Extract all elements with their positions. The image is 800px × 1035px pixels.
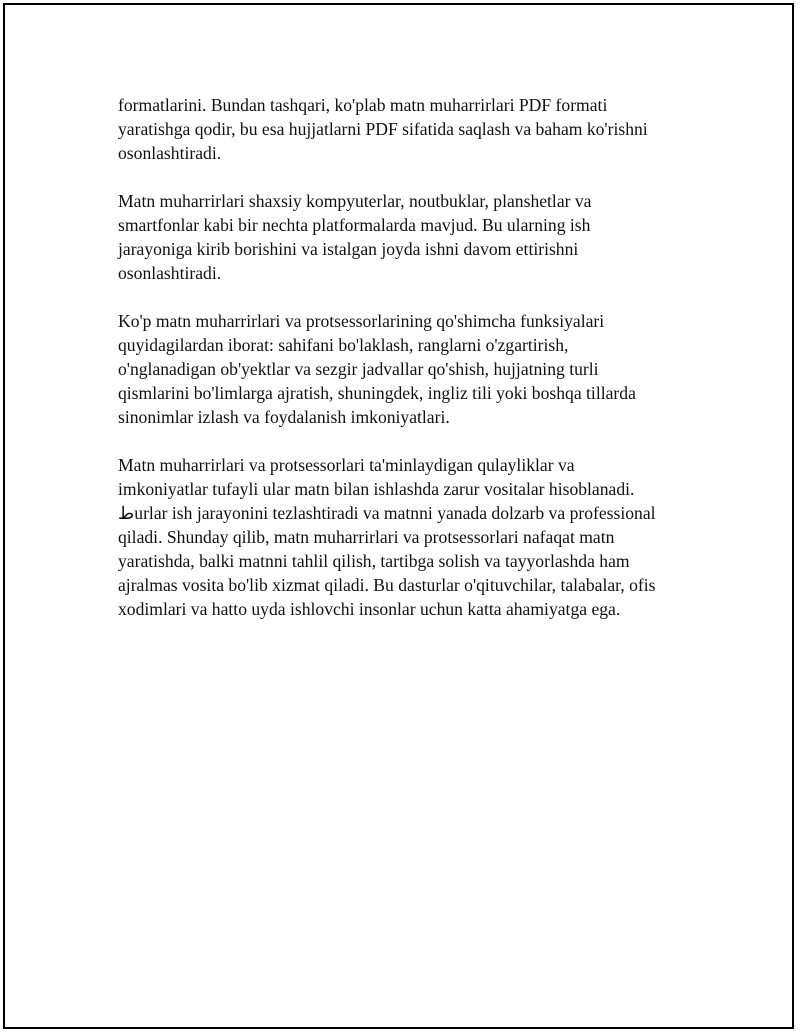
text-line: Matn muharrirlari shaxsiy kompyuterlar, noutbuklar, planshetlar va: [118, 191, 592, 211]
text-line: qiladi. Shunday qilib, matn muharrirlari va protsessorlari nafaqat matn: [118, 527, 615, 547]
paragraph-extra-features: [118, 309, 698, 429]
text-line: qismlarini bo'limlarga ajratish, shuningdek, ingliz tili yoki boshqa tillarda: [118, 383, 636, 403]
text-line: xodimlari va hatto uyda ishlovchi insonlar uchun katta ahamiyatga ega.: [118, 599, 621, 619]
text-line: طurlar ish jarayonini tezlashtiradi va matnni yanada dolzarb va professional: [118, 503, 656, 523]
text-line: formatlarini. Bundan tashqari, ko'plab matn muharrirlari PDF formati: [118, 95, 608, 115]
text-line: ajralmas vosita bo'lib xizmat qiladi. Bu dasturlar o'qituvchilar, talabalar, ofis: [118, 575, 656, 595]
text-line: yaratishga qodir, bu esa hujjatlarni PDF sifatida saqlash va baham ko'rishni: [118, 119, 648, 139]
text-line: yaratishda, balki matnni tahlil qilish, tartibga solish va tayyorlashda ham: [118, 551, 630, 571]
paragraph-conclusion: [118, 453, 698, 621]
text-line: osonlashtiradi.: [118, 143, 222, 163]
text-line: Ko'p matn muharrirlari va protsessorlarining qo'shimcha funksiyalari: [118, 311, 605, 331]
text-line: osonlashtiradi.: [118, 263, 222, 283]
document-body: [118, 93, 698, 645]
text-line: Matn muharrirlari va protsessorlari ta'minlaydigan qulayliklar va: [118, 455, 575, 475]
text-line: o'nglanadigan ob'yektlar va sezgir jadvallar qo'shish, hujjatning turli: [118, 359, 599, 379]
text-line: quyidagilardan iborat: sahifani bo'laklash, ranglarni o'zgartirish,: [118, 335, 569, 355]
paragraph-pdf-formats: [118, 93, 698, 165]
paragraph-platforms: [118, 189, 698, 285]
text-line: smartfonlar kabi bir nechta platformalarda mavjud. Bu ularning ish: [118, 215, 591, 235]
text-line: imkoniyatlar tufayli ular matn bilan ishlashda zarur vositalar hisoblanadi.: [118, 479, 635, 499]
text-line: sinonimlar izlash va foydalanish imkoniyatlari.: [118, 407, 450, 427]
text-line: jarayoniga kirib borishini va istalgan joyda ishni davom ettirishni: [118, 239, 579, 259]
